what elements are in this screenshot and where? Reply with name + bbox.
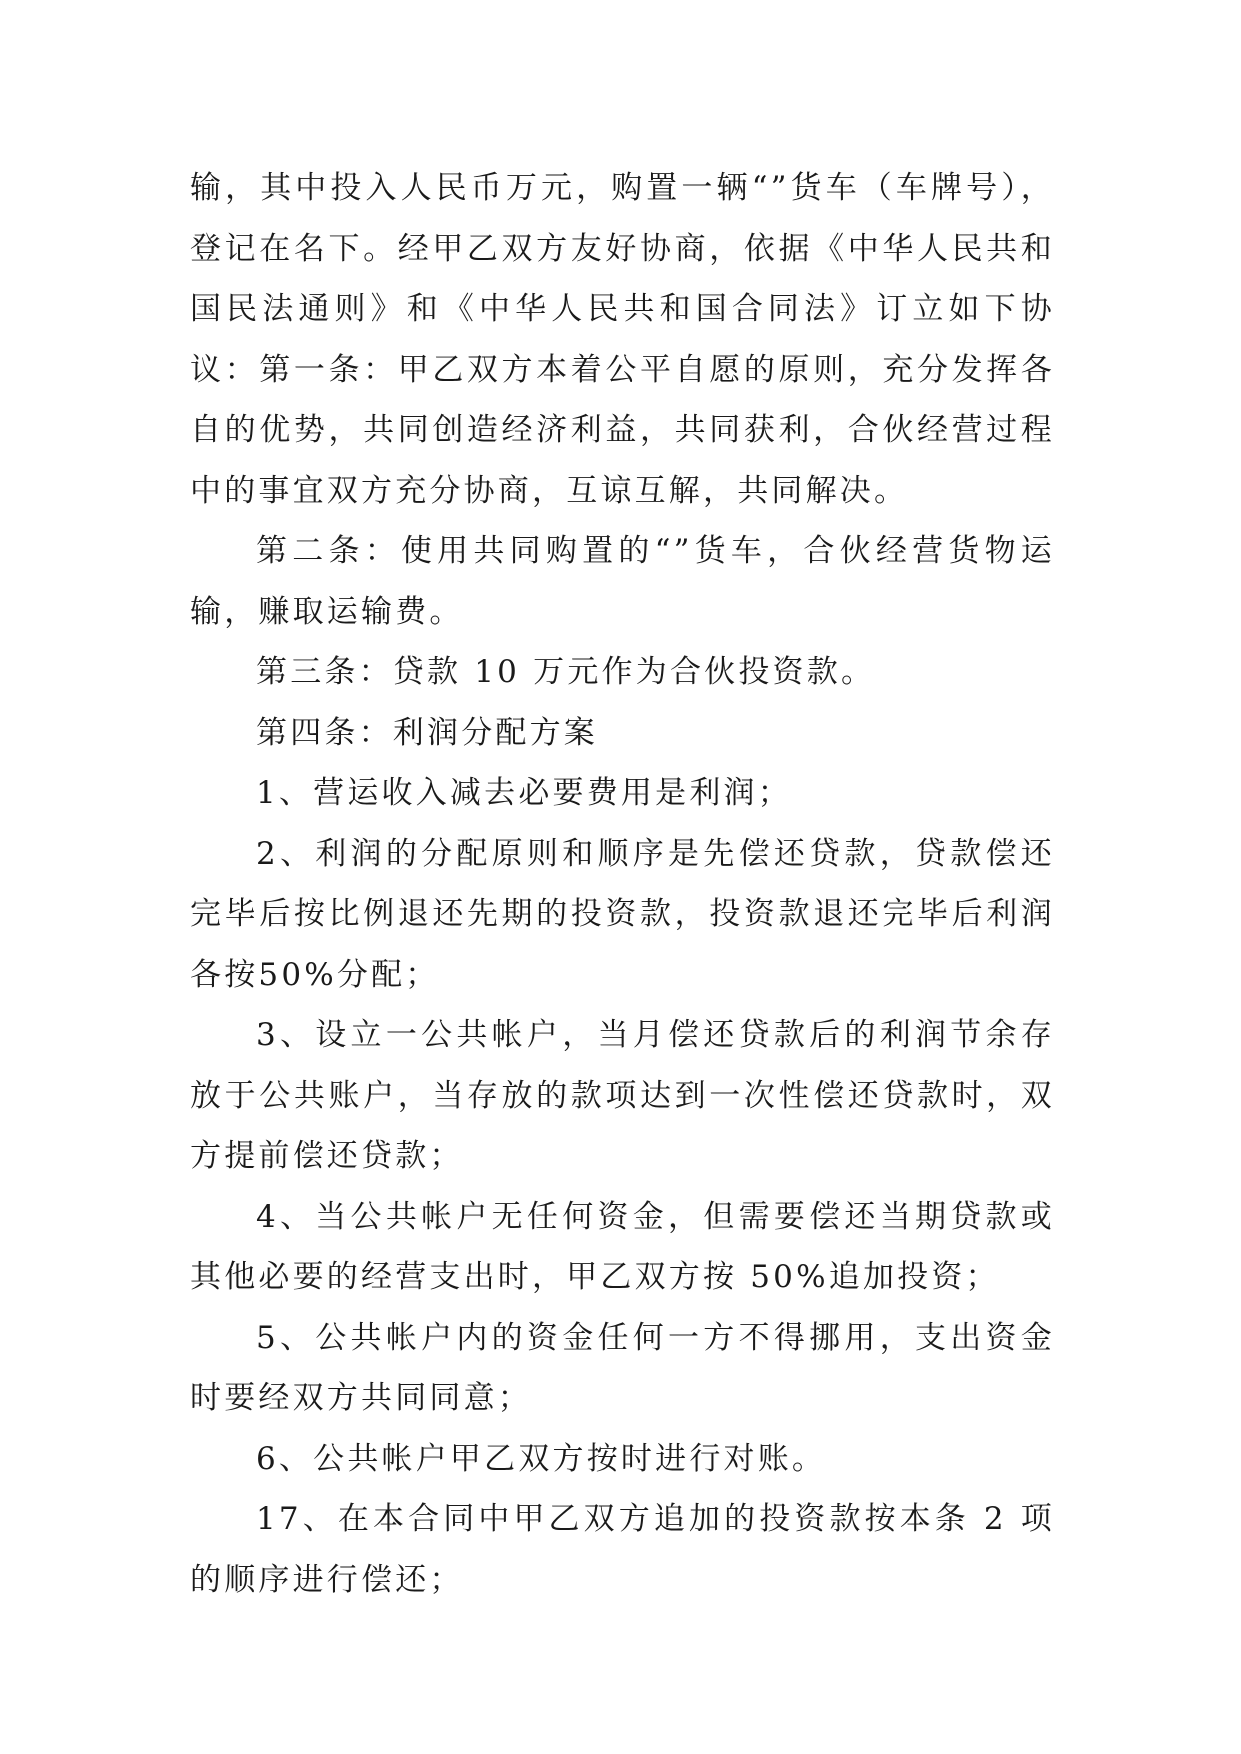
list-item-17: 17、在本合同中甲乙双方追加的投资款按本条 2 项的顺序进行偿还； [190,1501,1055,1598]
paragraph-intro: 输，其中投入人民币万元，购置一辆“”货车（车牌号），登记在名下。经甲乙双方友好协商，依据《中华人民共和国民法通则》和《中华人民共和国合同法》订立如下协议：第一条：甲乙双方本着公平自愿的原则，充分发挥各自的优势，共同创造经济利益，共同获利，合伙经营过程中的事宜双方充分协商，互谅互解，共同解决。 [190,170,1055,509]
paragraph-article-3: 第三条：贷款 10 万元作为合伙投资款。 [256,654,876,690]
paragraph-article-2: 第二条：使用共同购置的“”货车，合伙经营货物运输，赚取运输费。 [190,533,1055,630]
list-item-4: 4、当公共帐户无任何资金，但需要偿还当期贷款或其他必要的经营支出时，甲乙双方按 50%追加投资； [190,1198,1055,1295]
list-item-6: 6、公共帐户甲乙双方按时进行对账。 [256,1440,827,1477]
document-page [190,158,1055,1610]
list-item-5: 5、公共帐户内的资金任何一方不得挪用，支出资金时要经双方共同同意； [190,1319,1055,1416]
list-item-3: 3、设立一公共帐户，当月偿还贷款后的利润节余存放于公共账户，当存放的款项达到一次性偿还贷款时，双方提前偿还贷款； [190,1017,1055,1174]
list-item-1: 1、营运收入减去必要费用是利润； [256,775,792,811]
paragraph-article-4-heading: 第四条：利润分配方案 [256,714,598,751]
list-item-2: 2、利润的分配原则和顺序是先偿还贷款，贷款偿还完毕后按比例退还先期的投资款，投资款退还完毕后利润各按50%分配； [190,835,1055,993]
